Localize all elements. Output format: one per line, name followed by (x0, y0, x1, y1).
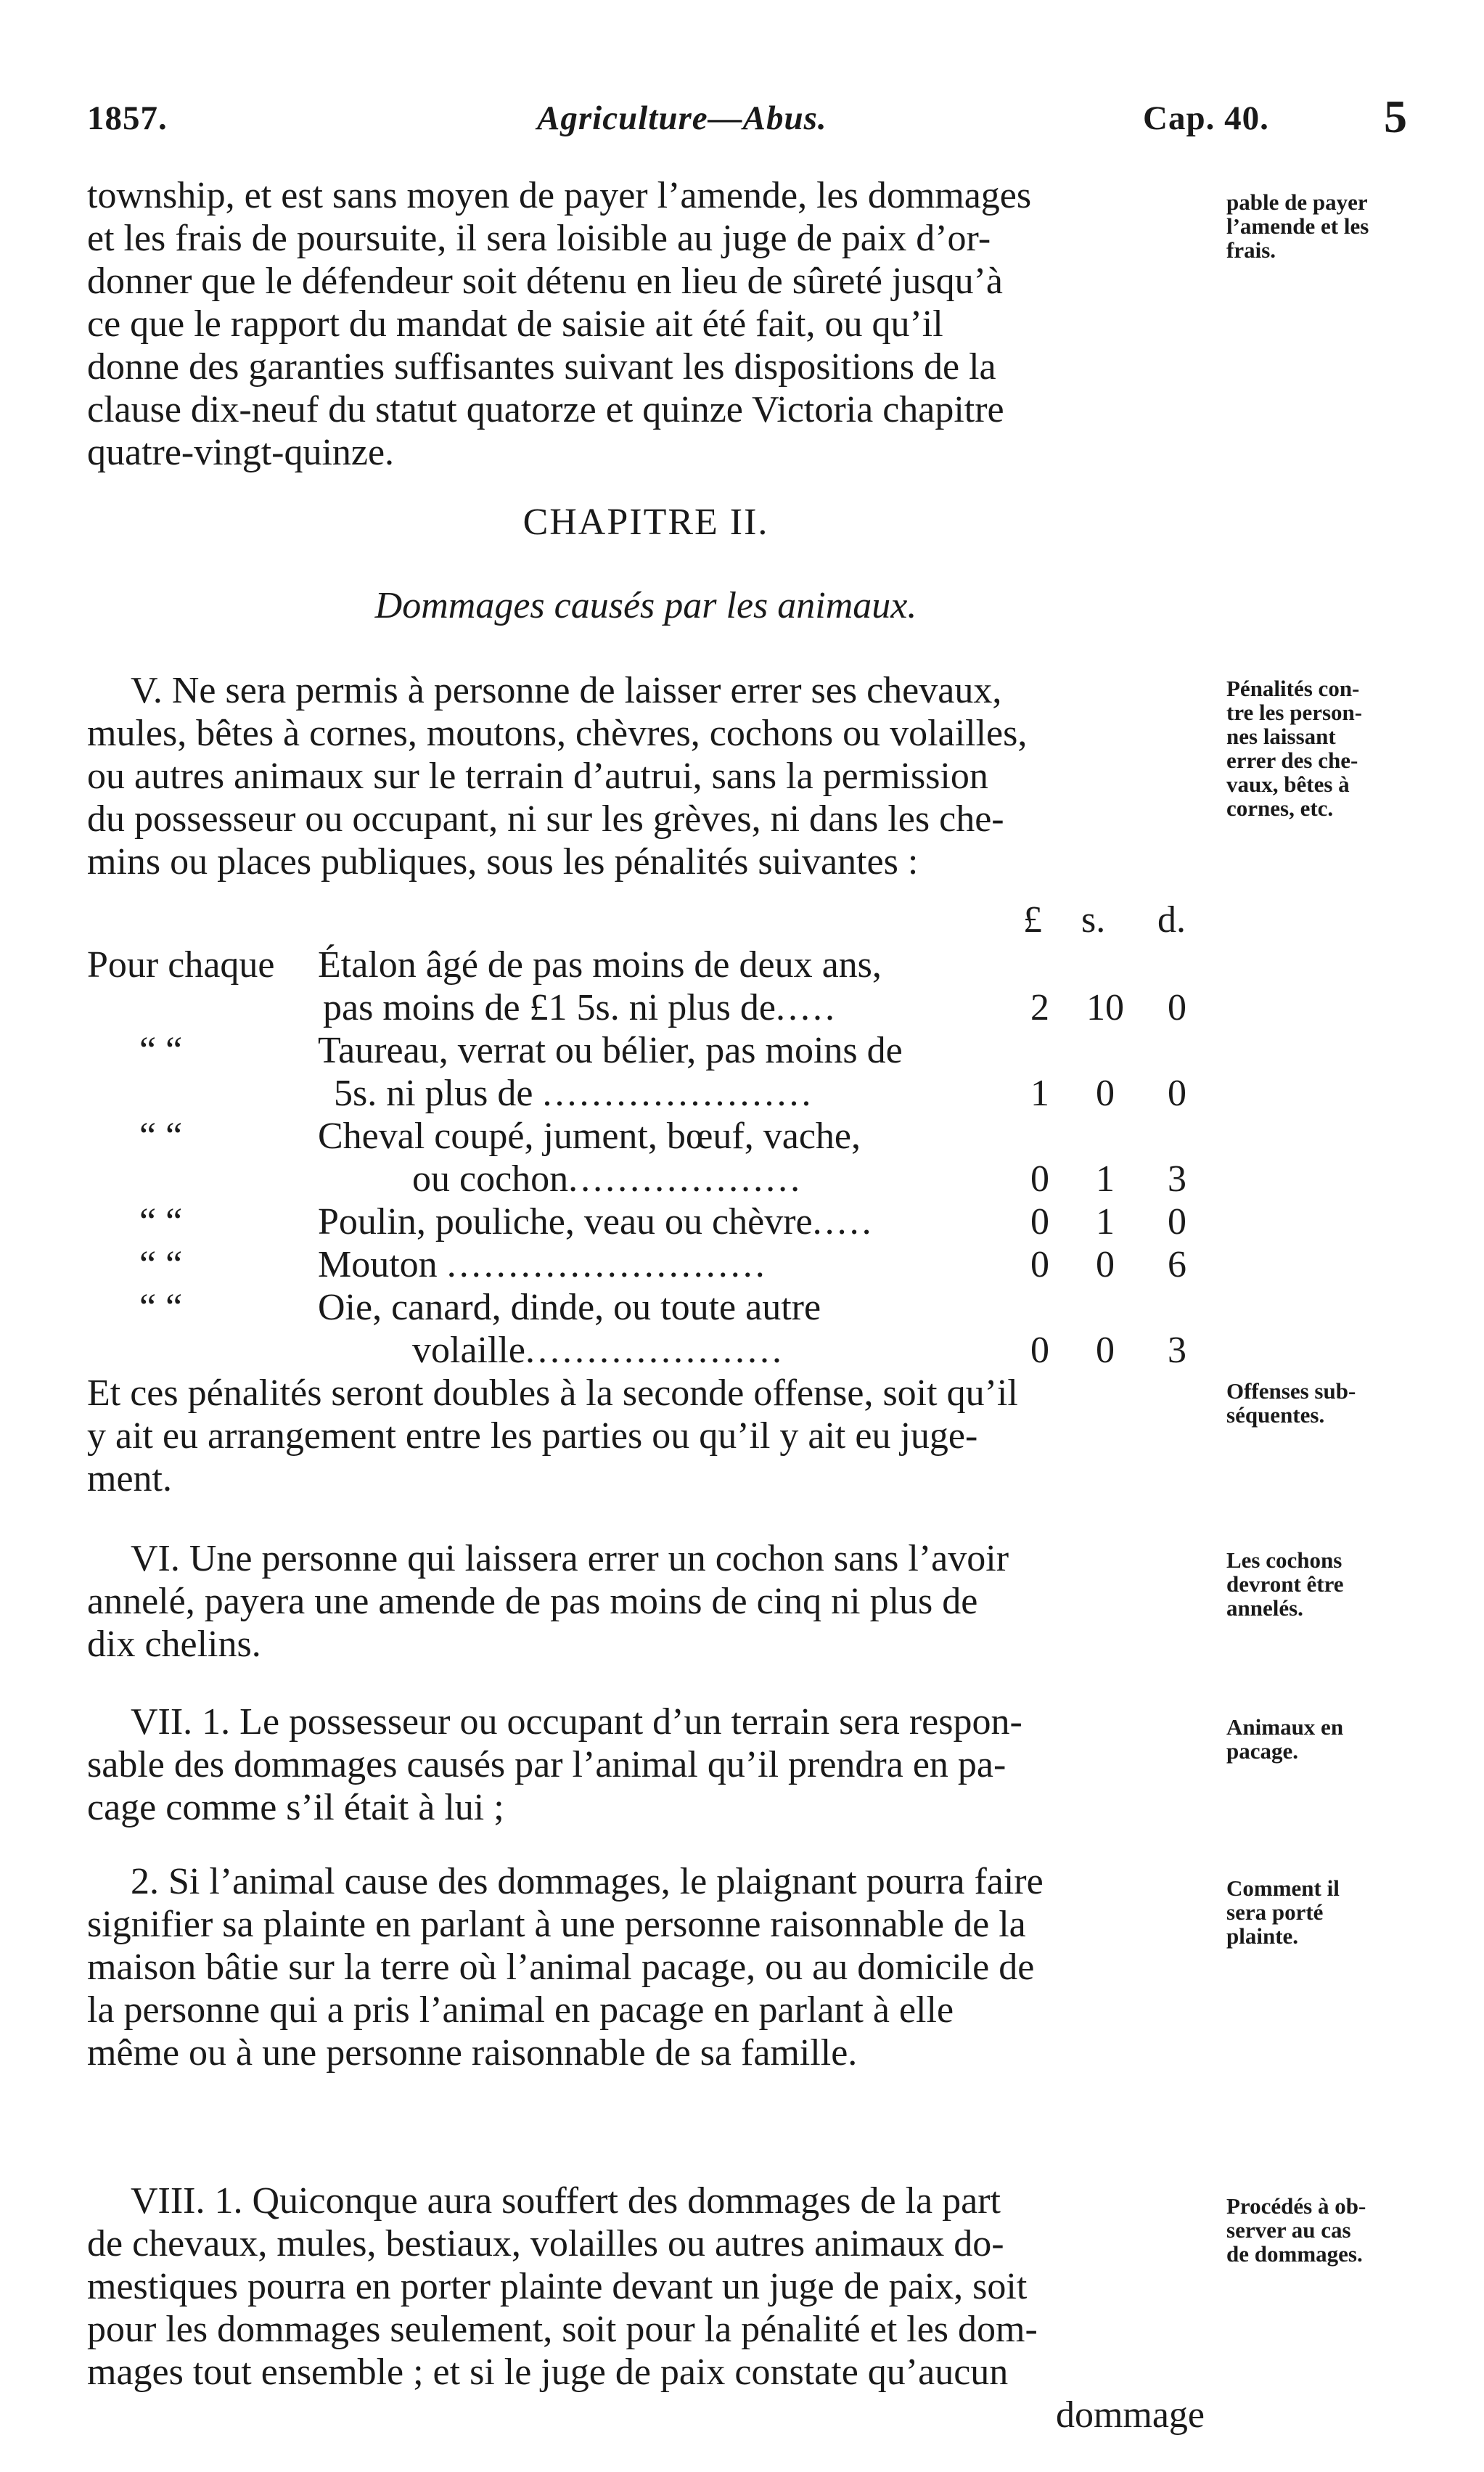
text-line: donne des garanties suffisantes suivant les dispositions de la (87, 346, 996, 388)
margin-note-line: séquentes. (1226, 1402, 1325, 1428)
value-shillings: 0 (1096, 1330, 1115, 1371)
text-line: maison bâtie sur la terre où l’animal pacage, ou au domicile de (87, 1947, 1035, 1988)
margin-note-line: vaux, bêtes à (1226, 772, 1350, 797)
margin-note-line: plainte. (1226, 1923, 1299, 1949)
running-head-year: 1857. (87, 99, 168, 137)
table-row: “ “ Poulin, pouliche, veau ou chèvre..... 0 1 0 (87, 1200, 1205, 1243)
text-line: ce que le rapport du mandat de saisie ait été fait, ou qu’il (87, 303, 943, 345)
margin-note-line: sera porté (1226, 1899, 1324, 1925)
text-line: VIII. 1. Quiconque aura souffert des dommages de la part (131, 2180, 1001, 2222)
text-line: clause dix-neuf du statut quatorze et quinze Victoria chapitre (87, 389, 1004, 430)
table-row-continuation: volaille..................... 0 0 3 (87, 1329, 1205, 1372)
margin-note-line: cornes, etc. (1226, 795, 1334, 821)
text-line: cage comme s’il était à lui ; (87, 1787, 504, 1828)
running-head (87, 86, 1408, 144)
margin-note-line: pacage. (1226, 1738, 1299, 1764)
margin-note-line: de dommages. (1226, 2241, 1363, 2267)
value-shillings: 10 (1086, 987, 1124, 1028)
table-row (87, 1029, 1205, 1072)
chapter-subheading: Dommages causés par les animaux. (374, 585, 917, 626)
margin-note-line: Les cochons (1226, 1547, 1342, 1573)
margin-note-payment (1226, 190, 1415, 262)
running-head-title: Agriculture—Abus. (537, 99, 827, 137)
text-line: mestiques pourra en porter plainte devant un juge de paix, soit (87, 2266, 1028, 2307)
text-line: et les frais de poursuite, il sera loisible au juge de paix d’or- (87, 218, 991, 259)
margin-note-penalties (1226, 676, 1415, 820)
row-text: Mouton (318, 1244, 438, 1285)
margin-note-line: frais. (1226, 237, 1276, 263)
row-prefix: Pour chaque (87, 944, 275, 986)
table-row-continuation: pas moins de £1 5s. ni plus de..... 2 10 0 (87, 986, 1205, 1029)
margin-note-line: Animaux en (1226, 1714, 1344, 1740)
text-line: dix chelins. (87, 1624, 261, 1665)
value-pence: 6 (1168, 1244, 1186, 1285)
row-prefix: “ “ (139, 1244, 183, 1285)
margin-note-line: pable de payer (1226, 189, 1368, 215)
header-pence: d. (1157, 899, 1186, 941)
value-pounds: 2 (1030, 987, 1049, 1028)
value-pounds: 1 (1030, 1073, 1049, 1114)
section-vii-2 (87, 1860, 1205, 2074)
penalty-table (87, 899, 1205, 1371)
row-continuation: ou cochon (412, 1158, 569, 1200)
text-line: sable des dommages causés par l’animal qu’il prendra en pa- (87, 1744, 1007, 1785)
row-prefix: “ “ (139, 1201, 183, 1243)
text-line: signifier sa plainte en parlant à une personne raisonnable de la (87, 1904, 1026, 1945)
row-prefix: “ “ (139, 1030, 183, 1071)
value-shillings: 1 (1096, 1158, 1115, 1200)
text-line: ment. (87, 1458, 172, 1499)
section-vii-1 (87, 1700, 1205, 1829)
text-line: township, et est sans moyen de payer l’amende, les dommages (87, 175, 1032, 216)
text-line: Et ces pénalités seront doubles à la seconde offense, soit qu’il (87, 1372, 1018, 1414)
row-text: Étalon âgé de pas moins de deux ans, (318, 944, 882, 986)
text-line: VI. Une personne qui laissera errer un cochon sans l’avoir (131, 1538, 1009, 1579)
table-row: “ “ Mouton .......................... 0 0 6 (87, 1243, 1205, 1286)
section-vi (87, 1537, 1205, 1666)
margin-note-line: Procédés à ob- (1226, 2193, 1366, 2219)
value-pounds: 0 (1030, 1158, 1049, 1200)
margin-note-complaint (1226, 1876, 1415, 1948)
page-number: 5 (1384, 91, 1408, 142)
margin-note-line: Comment il (1226, 1875, 1340, 1901)
chapter-heading: CHAPITRE II. (522, 502, 769, 543)
table-row-continuation: ou cochon................... 0 1 3 (87, 1158, 1205, 1200)
value-pounds: 0 (1030, 1330, 1049, 1371)
value-pence: 3 (1168, 1330, 1186, 1371)
margin-note-line: server au cas (1226, 2217, 1351, 2243)
text-line: mules, bêtes à cornes, moutons, chèvres, cochons ou volailles, (87, 713, 1028, 754)
value-pounds: 0 (1030, 1244, 1049, 1285)
section-viii (87, 2180, 1205, 2436)
value-pence: 0 (1168, 1201, 1186, 1243)
row-prefix: “ “ (139, 1287, 183, 1328)
row-text: Taureau, verrat ou bélier, pas moins de (318, 1030, 903, 1071)
margin-note-line: l’amende et les (1226, 213, 1369, 239)
text-line: même ou à une personne raisonnable de sa famille. (87, 2032, 858, 2074)
row-prefix: “ “ (139, 1116, 183, 1157)
row-text: Poulin, pouliche, veau ou chèvre (318, 1201, 813, 1243)
text-line: la personne qui a pris l’animal en pacage en parlant à elle (87, 1989, 954, 2031)
value-pence: 0 (1168, 1073, 1186, 1114)
value-shillings: 0 (1096, 1073, 1115, 1114)
header-shillings: s. (1081, 899, 1106, 941)
text-line: pour les dommages seulement, soit pour la pénalité et les dom- (87, 2309, 1038, 2350)
row-text: Cheval coupé, jument, bœuf, vache, (318, 1116, 861, 1157)
text-line: quatre-vingt-quinze. (87, 432, 395, 473)
text-line: du possesseur ou occupant, ni sur les grèves, ni dans les che- (87, 798, 1004, 840)
row-continuation: volaille (412, 1330, 525, 1371)
running-head-chapter: Cap. 40. (1143, 99, 1269, 137)
value-shillings: 0 (1096, 1244, 1115, 1285)
header-pounds: £ (1023, 899, 1042, 941)
table-row-continuation: 5s. ni plus de ...................... 1 0 0 (87, 1072, 1205, 1115)
section-v (87, 669, 1205, 883)
text-line: mages tout ensemble ; et si le juge de paix constate qu’aucun (87, 2352, 1009, 2393)
margin-note-offenses (1226, 1379, 1415, 1427)
text-line: V. Ne sera permis à personne de laisser errer ses chevaux, (131, 670, 1002, 711)
text-line: ou autres animaux sur le terrain d’autrui, sans la permission (87, 756, 988, 797)
margin-note-pigs (1226, 1548, 1415, 1620)
text-line: VII. 1. Le possesseur ou occupant d’un terrain sera respon- (131, 1701, 1022, 1743)
table-row (87, 944, 1205, 986)
text-line: mins ou places publiques, sous les pénalités suivantes : (87, 841, 919, 883)
table-row (87, 1115, 1205, 1158)
margin-note-pasture (1226, 1715, 1415, 1763)
row-text: Oie, canard, dinde, ou toute autre (318, 1287, 821, 1328)
value-shillings: 1 (1096, 1201, 1115, 1243)
table-row (87, 1286, 1205, 1329)
value-pence: 0 (1168, 987, 1186, 1028)
text-line: annelé, payera une amende de pas moins de cinq ni plus de (87, 1581, 978, 1622)
row-continuation: pas moins de £1 5s. ni plus de (323, 987, 776, 1028)
text-line: 2. Si l’animal cause des dommages, le plaignant pourra faire (131, 1861, 1044, 1902)
text-line: dommage (1055, 2394, 1205, 2436)
margin-note-line: errer des che- (1226, 748, 1358, 773)
top-paragraph (87, 174, 1205, 474)
margin-note-line: nes laissant (1226, 724, 1336, 749)
value-pence: 3 (1168, 1158, 1186, 1200)
offense-paragraph (87, 1372, 1205, 1500)
margin-note-line: Offenses sub- (1226, 1378, 1356, 1404)
margin-note-line: Pénalités con- (1226, 676, 1360, 701)
margin-note-line: annelés. (1226, 1595, 1303, 1621)
table-header (87, 899, 1205, 942)
text-line: donner que le défendeur soit détenu en lieu de sûreté jusqu’à (87, 261, 1003, 302)
text-line: de chevaux, mules, bestiaux, volailles ou autres animaux do- (87, 2223, 1004, 2264)
margin-note-line: devront être (1226, 1571, 1344, 1597)
value-pounds: 0 (1030, 1201, 1049, 1243)
margin-note-line: tre les person- (1226, 700, 1363, 725)
margin-note-procedures (1226, 2194, 1415, 2266)
text-line: y ait eu arrangement entre les parties ou qu’il y ait eu juge- (87, 1415, 978, 1457)
row-continuation: 5s. ni plus de (334, 1073, 533, 1114)
